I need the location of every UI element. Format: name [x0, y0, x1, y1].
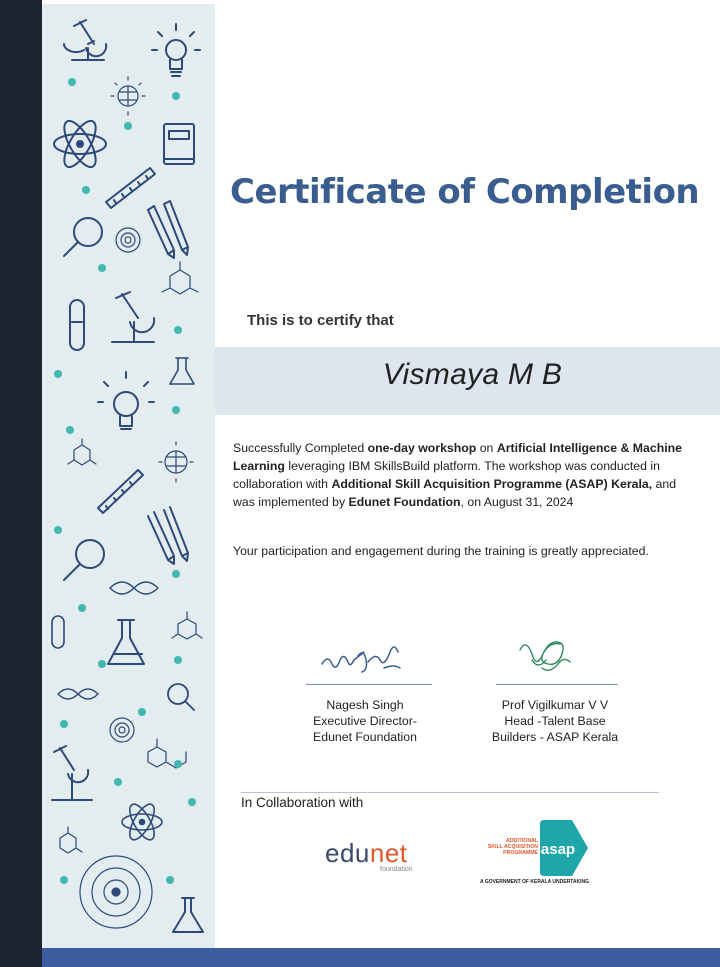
- atom-icon: [54, 116, 106, 171]
- appreciation-text: Your participation and engagement during the training is greatly appreciated.: [233, 544, 649, 558]
- certificate-body: [233, 439, 685, 511]
- signatory-block: [290, 697, 440, 745]
- body-bold-workshop: one-day workshop: [367, 441, 477, 455]
- microscope-icon: [64, 20, 106, 60]
- bottom-bar: [42, 948, 720, 967]
- edunet-logo-main: edu: [325, 838, 370, 868]
- edunet-logo-accent: net: [369, 838, 408, 868]
- orbit-icon: [80, 856, 152, 928]
- asap-tagline-line: SKILL ACQUISITION: [487, 844, 538, 850]
- signatory-title: Head -Talent Base: [504, 714, 606, 728]
- molecule-icon: [60, 827, 82, 853]
- signature-line: [496, 684, 618, 685]
- flask-icon: [108, 620, 144, 664]
- body-text-segment: on: [476, 441, 497, 455]
- molecule-icon: [68, 439, 96, 465]
- test-tube-icon: [70, 300, 84, 350]
- book-icon: [164, 124, 194, 164]
- body-text-segment: leveraging IBM SkillsBuild platform. The workshop was conducted in collaboration with: [233, 459, 660, 491]
- flask-icon: [173, 898, 203, 932]
- ruler-icon: [98, 470, 143, 513]
- signature-line: [306, 684, 432, 685]
- lightbulb-icon: [98, 372, 154, 429]
- signatory-org: Builders - ASAP Kerala: [491, 730, 619, 744]
- target-icon: [116, 228, 140, 252]
- viewer-left-edge: [0, 0, 42, 967]
- magnifier-icon: [64, 540, 104, 580]
- molecule-icon: [172, 612, 202, 639]
- collaboration-label: In Collaboration with: [241, 795, 364, 810]
- body-bold-foundation: Edunet Foundation: [348, 495, 461, 509]
- body-text-segment: Successfully Completed: [233, 441, 368, 455]
- asap-logo-text: asap: [540, 841, 576, 858]
- collaboration-divider: [241, 792, 659, 793]
- signatory-title: Executive Director-: [313, 714, 417, 728]
- body-bold-program: Additional Skill Acquisition Programme (ASAP) Kerala,: [331, 477, 653, 491]
- dna-icon: [110, 582, 158, 594]
- asap-footer: A GOVERNMENT OF KERALA UNDERTAKING: [480, 879, 589, 885]
- test-tube-icon: [52, 616, 64, 648]
- microscope-icon: [52, 746, 92, 800]
- edunet-logo-subtitle: foundation: [380, 866, 413, 873]
- signatory-name: Nagesh Singh: [326, 698, 404, 712]
- atom-icon: [122, 801, 162, 844]
- asap-logo-mark: [538, 820, 590, 876]
- brain-icon: [111, 77, 145, 115]
- magnifier-icon: [64, 218, 102, 256]
- microscope-icon: [112, 292, 154, 342]
- decorative-sidebar: [42, 4, 215, 948]
- certify-intro: This is to certify that: [247, 312, 394, 329]
- asap-tagline-line: ADDITIONAL: [506, 838, 538, 844]
- signatory-block: [470, 697, 640, 745]
- molecule-icon: [162, 262, 198, 294]
- target-icon: [110, 718, 134, 742]
- brain-icon: [159, 442, 193, 482]
- asap-tagline-line: PROGRAMME: [503, 850, 538, 856]
- edunet-logo: [325, 838, 408, 869]
- pencils-icon: [148, 507, 188, 564]
- body-text-segment: and was implemented by: [233, 477, 677, 509]
- body-text-segment: , on August 31, 2024: [460, 495, 574, 509]
- signature-image-nagesh: [318, 638, 408, 680]
- asap-tagline: [480, 838, 538, 856]
- signatory-name: Prof Vigilkumar V V: [501, 698, 609, 712]
- magnifier-icon: [168, 684, 194, 710]
- recipient-name: Vismaya M B: [382, 358, 563, 391]
- ruler-icon: [106, 168, 155, 208]
- lightbulb-icon: [152, 24, 200, 76]
- flask-icon: [170, 358, 194, 384]
- certificate-title: Certificate of Completion: [230, 172, 700, 212]
- signatory-org: Edunet Foundation: [313, 730, 417, 744]
- pencils-icon: [148, 201, 188, 258]
- dna-icon: [58, 689, 98, 699]
- signature-image-vigilkumar: [512, 628, 576, 680]
- body-bold-topic: Artificial Intelligence & Machine Learning: [233, 441, 682, 473]
